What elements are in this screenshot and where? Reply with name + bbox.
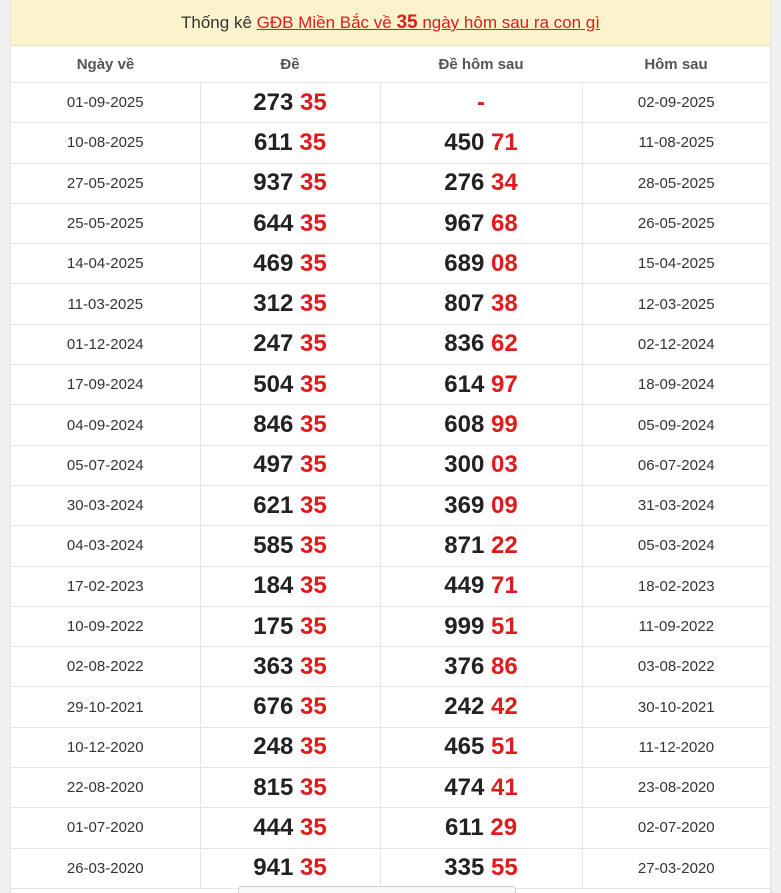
- header-hom-sau: Hôm sau: [582, 46, 770, 83]
- table-row: [11, 848, 770, 888]
- cell-de-hom-sau: [380, 647, 582, 687]
- de-head-digits: 469: [253, 249, 294, 277]
- de-tail-digits: 35: [299, 128, 327, 156]
- table-row: [11, 647, 770, 687]
- cell-ngay-ve: 17-02-2023: [11, 566, 200, 606]
- next-tail-digits: 08: [491, 249, 518, 277]
- cell-de: [200, 848, 380, 888]
- cell-de-hom-sau: [380, 808, 582, 848]
- table-row: [11, 687, 770, 727]
- cell-ngay-ve: 01-12-2024: [11, 324, 200, 364]
- de-tail-digits: 35: [300, 572, 327, 600]
- de-tail-digits: 35: [300, 169, 327, 197]
- next-tail-digits: 03: [491, 451, 518, 479]
- cell-de: [200, 768, 380, 808]
- table-row: [11, 83, 770, 123]
- cell-hom-sau: 11-12-2020: [582, 727, 770, 767]
- next-head-digits: 614: [444, 370, 485, 398]
- de-head-digits: 175: [253, 612, 294, 640]
- cell-de-hom-sau: [380, 768, 582, 808]
- de-tail-digits: 35: [300, 411, 327, 439]
- cell-de: [200, 324, 380, 364]
- next-tail-digits: 51: [491, 612, 518, 640]
- page-title: [11, 0, 770, 46]
- next-tail-digits: 38: [491, 290, 518, 318]
- cell-hom-sau: 18-09-2024: [582, 365, 770, 405]
- next-head-digits: 836: [444, 330, 485, 358]
- cell-hom-sau: 05-09-2024: [582, 405, 770, 445]
- cell-de: [200, 808, 380, 848]
- next-head-digits: 474: [444, 773, 485, 801]
- next-head-digits: 300: [444, 451, 485, 479]
- next-tail-digits: 86: [491, 652, 518, 680]
- cell-ngay-ve: 17-09-2024: [11, 365, 200, 405]
- de-tail-digits: 35: [300, 854, 327, 882]
- cell-de-hom-sau: [380, 727, 582, 767]
- cell-ngay-ve: 22-08-2020: [11, 768, 200, 808]
- cell-de-hom-sau: [380, 405, 582, 445]
- cell-de: [200, 687, 380, 727]
- cell-de-hom-sau: [380, 203, 582, 243]
- cell-ngay-ve: 04-09-2024: [11, 405, 200, 445]
- cell-hom-sau: 06-07-2024: [582, 445, 770, 485]
- cell-de-hom-sau: [380, 445, 582, 485]
- table-row: [11, 405, 770, 445]
- de-tail-digits: 35: [300, 290, 327, 318]
- de-head-digits: 497: [253, 451, 294, 479]
- de-head-digits: 248: [253, 733, 294, 761]
- cell-de: [200, 123, 380, 163]
- cell-de-hom-sau: [380, 284, 582, 324]
- next-tail-digits: 99: [491, 411, 518, 439]
- de-tail-digits: 35: [300, 531, 327, 559]
- next-head-digits: 450: [444, 128, 485, 156]
- table-row: [11, 284, 770, 324]
- table-row: [11, 123, 770, 163]
- cell-de-hom-sau: [380, 606, 582, 646]
- cell-ngay-ve: 10-09-2022: [11, 606, 200, 646]
- cell-ngay-ve: 10-12-2020: [11, 727, 200, 767]
- cell-de: [200, 606, 380, 646]
- cell-de: [200, 163, 380, 203]
- next-tail-digits: 97: [491, 370, 518, 398]
- table-row: [11, 727, 770, 767]
- cell-hom-sau: 27-03-2020: [582, 848, 770, 888]
- cell-de-hom-sau: [380, 83, 582, 123]
- next-tail-digits: 71: [491, 572, 518, 600]
- de-head-digits: 611: [253, 128, 293, 156]
- cell-ngay-ve: 01-07-2020: [11, 808, 200, 848]
- table-row: [11, 244, 770, 284]
- table-row: [11, 566, 770, 606]
- table-row: [11, 163, 770, 203]
- cell-ngay-ve: 25-05-2025: [11, 203, 200, 243]
- cell-ngay-ve: 29-10-2021: [11, 687, 200, 727]
- cell-de: [200, 365, 380, 405]
- next-tail-digits: 34: [491, 169, 518, 197]
- cell-ngay-ve: 10-08-2025: [11, 123, 200, 163]
- cell-de: [200, 526, 380, 566]
- table-row: [11, 203, 770, 243]
- cell-hom-sau: 30-10-2021: [582, 687, 770, 727]
- de-head-digits: 363: [253, 652, 294, 680]
- title-link-after: ngày hôm sau ra con gì: [417, 13, 600, 32]
- de-tail-digits: 35: [300, 370, 327, 398]
- cell-ngay-ve: 05-07-2024: [11, 445, 200, 485]
- cell-de: [200, 244, 380, 284]
- cell-hom-sau: 28-05-2025: [582, 163, 770, 203]
- table-row: [11, 808, 770, 848]
- cell-de-hom-sau: [380, 566, 582, 606]
- cell-hom-sau: 11-09-2022: [582, 606, 770, 646]
- de-tail-digits: 35: [300, 88, 327, 116]
- de-head-digits: 585: [253, 531, 294, 559]
- header-ngay-ve: Ngày về: [11, 46, 200, 83]
- table-row: [11, 445, 770, 485]
- title-link[interactable]: [257, 13, 600, 32]
- de-tail-digits: 35: [300, 330, 327, 358]
- cell-de-hom-sau: [380, 848, 582, 888]
- cell-ngay-ve: 14-04-2025: [11, 244, 200, 284]
- cell-hom-sau: 05-03-2024: [582, 526, 770, 566]
- cell-ngay-ve: 02-08-2022: [11, 647, 200, 687]
- cell-de-hom-sau: [380, 163, 582, 203]
- cell-hom-sau: 12-03-2025: [582, 284, 770, 324]
- cell-ngay-ve: 04-03-2024: [11, 526, 200, 566]
- next-head-digits: 689: [444, 249, 485, 277]
- de-tail-digits: 35: [300, 451, 327, 479]
- cell-de-hom-sau: [380, 687, 582, 727]
- de-tail-digits: 35: [300, 693, 327, 721]
- next-head-digits: 376: [444, 652, 485, 680]
- de-head-digits: 621: [253, 491, 294, 519]
- cell-hom-sau: 18-02-2023: [582, 566, 770, 606]
- de-head-digits: 815: [253, 773, 294, 801]
- next-tail-digits: 68: [491, 209, 518, 237]
- de-tail-digits: 35: [300, 612, 327, 640]
- de-head-digits: 312: [253, 290, 294, 318]
- table-row: [11, 324, 770, 364]
- cell-de-hom-sau: [380, 324, 582, 364]
- cell-hom-sau: 03-08-2022: [582, 647, 770, 687]
- cell-hom-sau: 15-04-2025: [582, 244, 770, 284]
- de-head-digits: 937: [253, 169, 294, 197]
- de-tail-digits: 35: [300, 773, 327, 801]
- de-head-digits: 444: [253, 813, 294, 841]
- de-tail-digits: 35: [300, 249, 327, 277]
- cell-hom-sau: 26-05-2025: [582, 203, 770, 243]
- cell-de: [200, 445, 380, 485]
- cell-ngay-ve: 30-03-2024: [11, 485, 200, 525]
- cell-de: [200, 203, 380, 243]
- de-head-digits: 644: [253, 209, 294, 237]
- de-head-digits: 941: [253, 854, 294, 882]
- de-tail-digits: 35: [300, 733, 327, 761]
- next-tail-digits: 71: [491, 128, 518, 156]
- cell-ngay-ve: 26-03-2020: [11, 848, 200, 888]
- title-prefix: Thống kê: [181, 13, 257, 32]
- next-tail-digits: 29: [490, 813, 518, 841]
- title-number: 35: [396, 12, 418, 33]
- cell-de: [200, 83, 380, 123]
- cell-hom-sau: 02-09-2025: [582, 83, 770, 123]
- next-tail-digits: 09: [491, 491, 518, 519]
- de-head-digits: 504: [253, 370, 294, 398]
- cell-hom-sau: 11-08-2025: [582, 123, 770, 163]
- cell-hom-sau: 02-12-2024: [582, 324, 770, 364]
- de-tail-digits: 35: [300, 813, 327, 841]
- cell-ngay-ve: 01-09-2025: [11, 83, 200, 123]
- next-head-digits: 335: [444, 854, 485, 882]
- stats-panel: [10, 0, 771, 893]
- de-head-digits: 273: [253, 88, 294, 116]
- next-head-digits: 999: [444, 612, 485, 640]
- cell-hom-sau: 31-03-2024: [582, 485, 770, 525]
- cell-de-hom-sau: [380, 485, 582, 525]
- next-tail-digits: 41: [491, 773, 518, 801]
- cell-ngay-ve: 27-05-2025: [11, 163, 200, 203]
- table-header-row: [11, 46, 770, 83]
- de-tail-digits: 35: [300, 652, 327, 680]
- next-head-digits: 465: [444, 733, 485, 761]
- next-tail-digits: 22: [491, 531, 518, 559]
- title-link-before: GĐB Miền Bắc về: [256, 13, 397, 32]
- header-de: Đề: [200, 46, 380, 83]
- next-head-digits: 449: [444, 572, 485, 600]
- next-tail-digits: 55: [491, 854, 518, 882]
- next-tail-digits: 51: [491, 733, 518, 761]
- de-head-digits: 846: [253, 411, 294, 439]
- cell-de: [200, 566, 380, 606]
- cell-de-hom-sau: [380, 123, 582, 163]
- de-tail-digits: 35: [300, 209, 327, 237]
- table-body: [11, 83, 770, 889]
- next-head-digits: 611: [444, 813, 484, 841]
- cell-hom-sau: 23-08-2020: [582, 768, 770, 808]
- cell-de-hom-sau: [380, 244, 582, 284]
- de-head-digits: 184: [253, 572, 294, 600]
- next-head-digits: 608: [444, 411, 485, 439]
- next-head-digits: 242: [444, 693, 485, 721]
- scroll-bar[interactable]: [238, 886, 516, 893]
- table-row: [11, 606, 770, 646]
- next-head-digits: 871: [444, 531, 485, 559]
- next-head-digits: 807: [444, 290, 485, 318]
- cell-de: [200, 647, 380, 687]
- cell-hom-sau: 02-07-2020: [582, 808, 770, 848]
- cell-de-hom-sau: [380, 365, 582, 405]
- de-head-digits: 676: [253, 693, 294, 721]
- next-tail-digits: 62: [491, 330, 518, 358]
- table-row: [11, 526, 770, 566]
- next-head-digits: 276: [444, 169, 485, 197]
- next-tail-digits: 42: [491, 693, 518, 721]
- cell-de: [200, 727, 380, 767]
- stats-table: [11, 46, 770, 889]
- cell-de-hom-sau: [380, 526, 582, 566]
- de-head-digits: 247: [253, 330, 294, 358]
- next-head-digits: 369: [444, 491, 485, 519]
- next-head-digits: 967: [444, 209, 485, 237]
- table-row: [11, 365, 770, 405]
- header-de-hom-sau: Đề hôm sau: [380, 46, 582, 83]
- table-row: [11, 768, 770, 808]
- cell-next-empty: -: [477, 88, 485, 116]
- cell-de: [200, 284, 380, 324]
- cell-de: [200, 405, 380, 445]
- cell-de: [200, 485, 380, 525]
- cell-ngay-ve: 11-03-2025: [11, 284, 200, 324]
- table-row: [11, 485, 770, 525]
- de-tail-digits: 35: [300, 491, 327, 519]
